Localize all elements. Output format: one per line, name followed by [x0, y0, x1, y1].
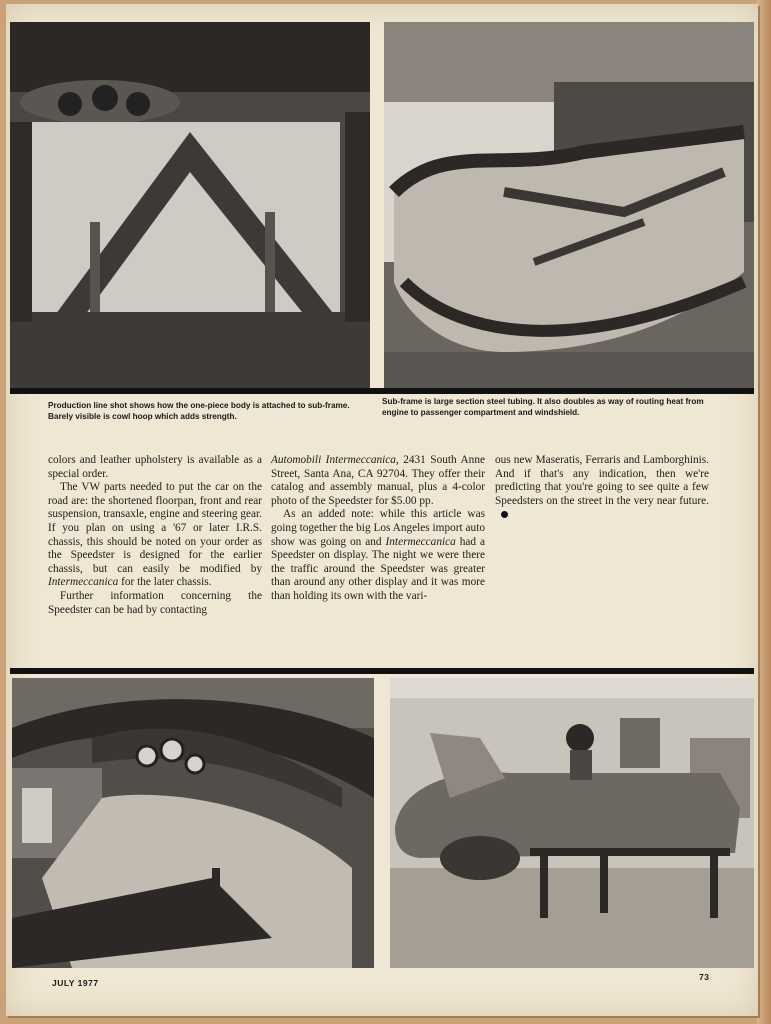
- photo-dashboard-interior: [12, 678, 374, 968]
- col1-para-3: Further information concerning the Speedster can be had by contacting: [48, 589, 262, 616]
- caption-top-right: Sub-frame is large section steel tubing. It also doubles as way of routing heat from engine to passenger compartment and windshield.: [382, 397, 704, 417]
- top-photo-rule: [10, 388, 754, 394]
- col2-para-2: As an added note: while this article was going together the big Los Angeles import auto show was going on and Intermeccanica had a Speedster on display. The night we were there the traffic around the Speedster was greater than around any other display and it was more than holding its own with the vari-: [271, 508, 486, 602]
- article-column-3: [495, 454, 709, 522]
- page-number: 73: [699, 972, 710, 982]
- magazine-page: [6, 4, 758, 1016]
- photo-subframe-tubing: [384, 22, 754, 390]
- bottom-photo-rule: [10, 668, 754, 674]
- col3-para-1: ous new Maseratis, Ferraris and Lamborghinis. And if that's any indication, then we're predicting that you're going to see quite a few Speedsters on the street in the very near future.: [495, 454, 709, 522]
- article-column-2: [271, 454, 485, 604]
- photo-speedster-body: [390, 678, 754, 968]
- caption-top-left: Production line shot shows how the one-piece body is attached to sub-frame. Barely visible is cowl hoop which adds strength.: [48, 401, 350, 421]
- article-column-1: [48, 454, 262, 617]
- photo-chassis-cowl: [10, 22, 370, 390]
- issue-date: JULY 1977: [52, 978, 99, 988]
- col1-para-2: The VW parts needed to put the car on the road are: the shortened floorpan, front and rear suspension, transaxle, engine and steering gear. If you plan on using a '67 or later I.R.S. chassis, this should be noted on your order as the Speedster is designed for the earlier chassis, but can easily be modified by Intermeccanica for the later chassis.: [48, 481, 262, 589]
- end-mark-bullet: [501, 511, 508, 518]
- col1-para-1: colors and leather upholstery is available as a special order.: [48, 454, 262, 480]
- page-edge: [757, 0, 771, 1024]
- col2-para-1: Automobili Intermeccanica, 2431 South Anne Street, Santa Ana, CA 92704. They offer their catalog and assembly manual, plus a 4-color photo of the Speedster for $5.00 pp.: [271, 454, 485, 507]
